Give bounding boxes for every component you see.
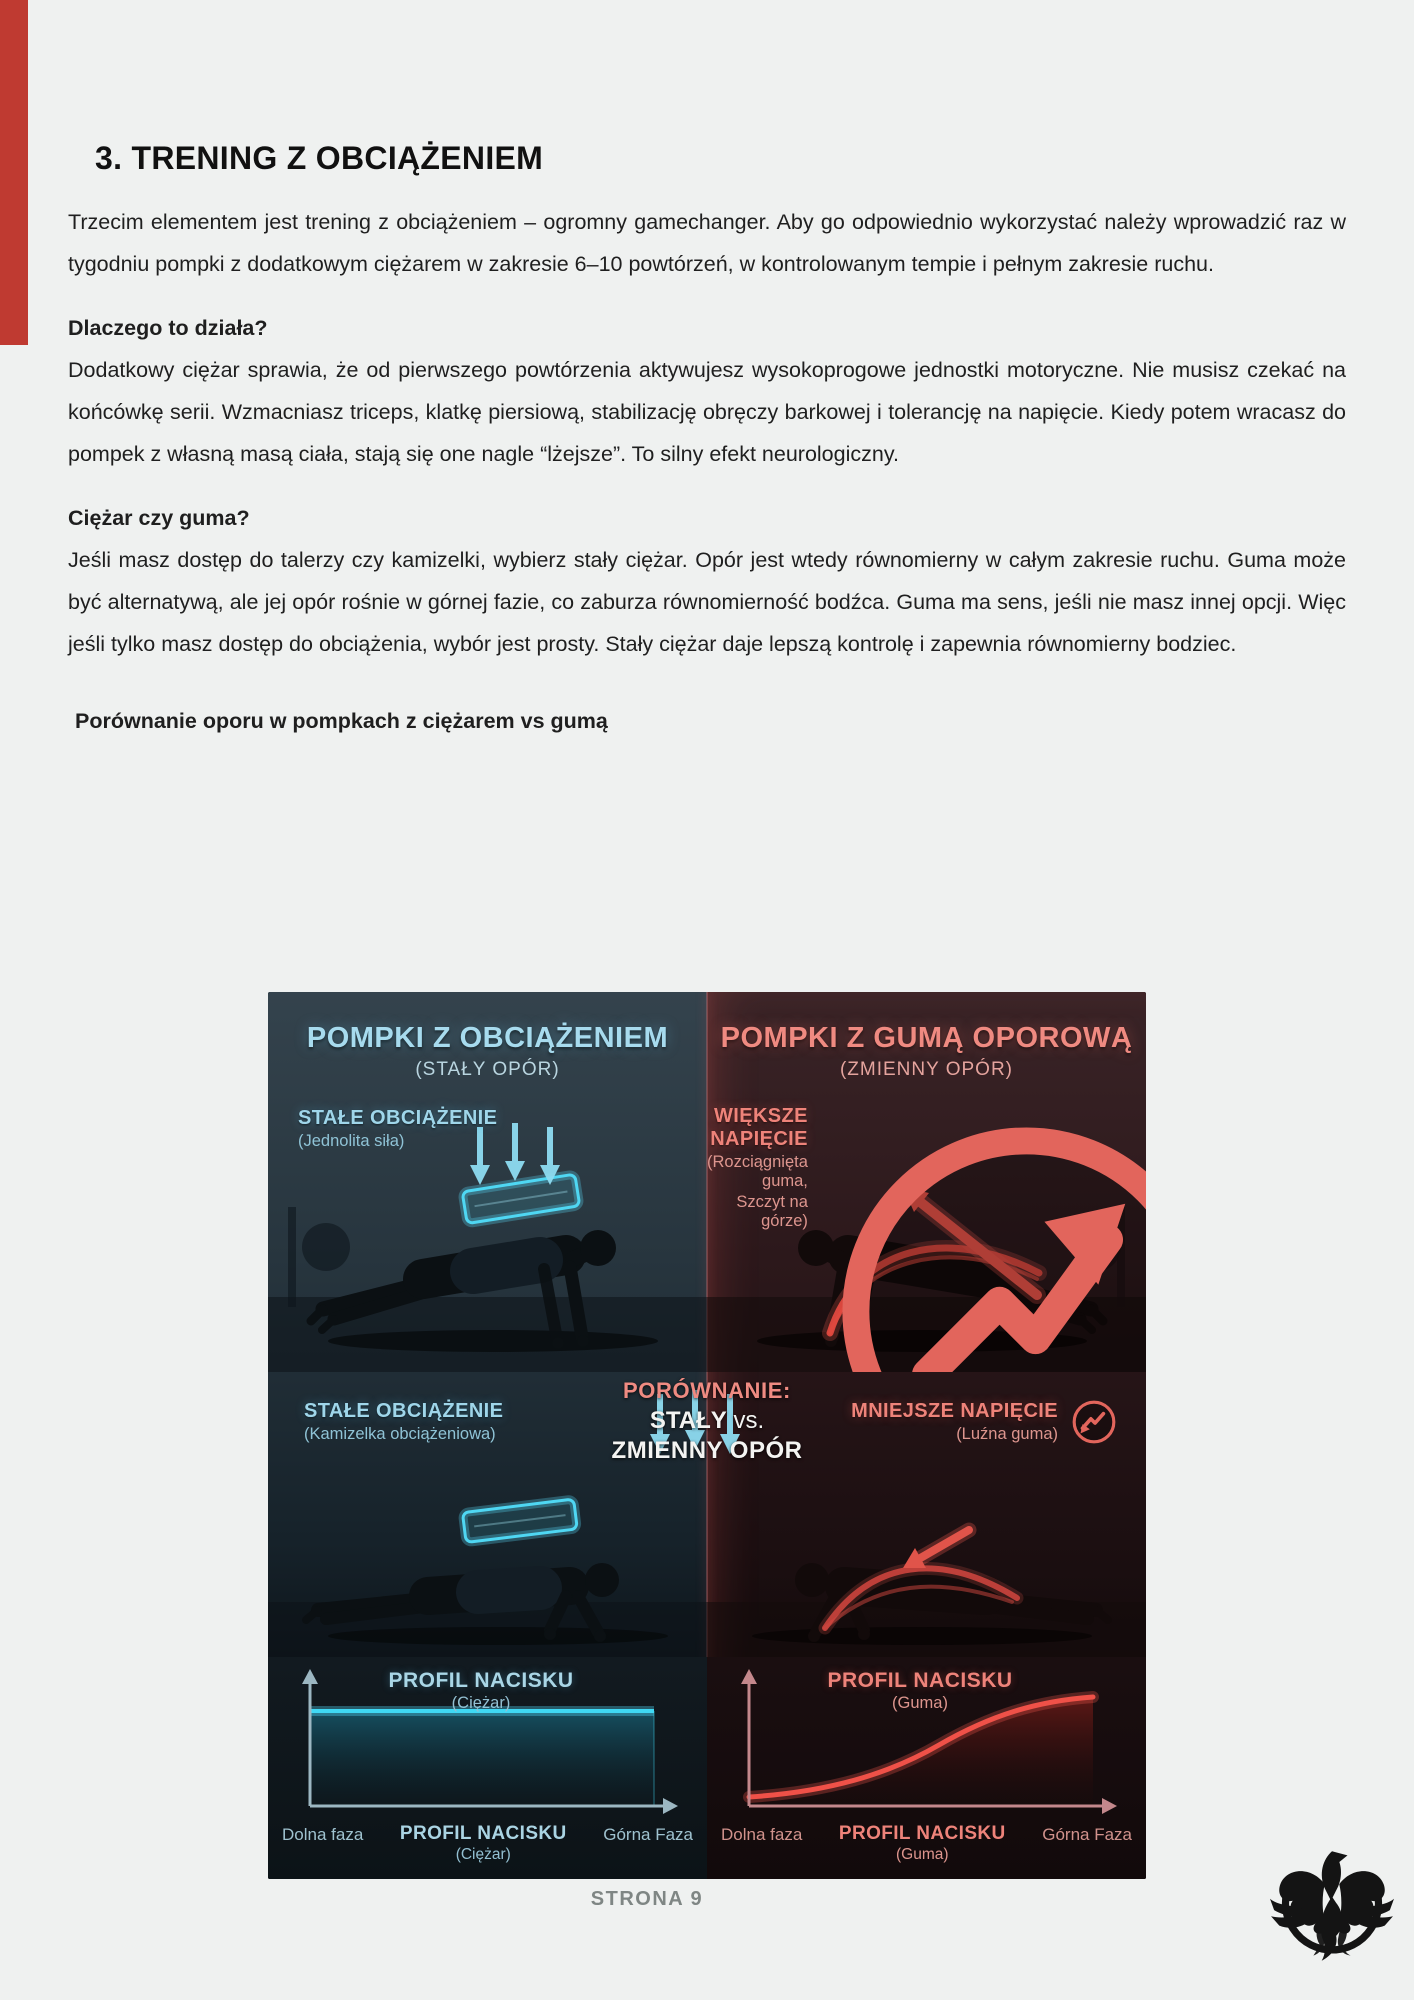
label-text: MNIEJSZE NAPIĘCIE <box>851 1400 1058 1422</box>
neon-weight-plate <box>462 1499 577 1542</box>
axis-label-center <box>839 1823 1006 1864</box>
photo-weighted-pushup-bottom <box>268 1472 707 1657</box>
page-title: 3. TRENING Z OBCIĄŻENIEM <box>95 140 544 176</box>
section-weight-vs-band <box>68 497 1346 665</box>
chart-title-block <box>747 1669 1093 1713</box>
infographic-grid <box>268 992 1146 1879</box>
axis-label-center <box>400 1823 567 1864</box>
pressure-profile-chart-weight <box>268 1657 707 1879</box>
right-panel-title: POMPKI Z GUMĄ OPOROWĄ <box>720 1022 1133 1054</box>
red-accent-bar <box>0 0 28 345</box>
comparison-line2 <box>612 1407 803 1435</box>
axis-labels <box>707 1823 1146 1864</box>
photo-band-pushup-bottom <box>707 1472 1146 1657</box>
axis-label-end: Górna Faza <box>603 1825 693 1844</box>
intro-paragraph: Trzecim elementem jest trening z obciążeniem – ogromny gamechanger. Aby go odpowiednio wykorzystać należy wprowadzić raz w tygodniu pompki z dodatkowym ciężarem w zakresie 6–10 powtórzeń, w kontrolowanym tempie i pełnym zakresie ruchu. <box>68 210 1346 276</box>
section-heading: Ciężar czy guma? <box>68 506 250 530</box>
right-panel-header <box>707 992 1146 1097</box>
label-subtext: (Luźna guma) <box>956 1425 1058 1443</box>
chart-title: PROFIL NACISKU <box>827 1669 1013 1692</box>
axis-labels <box>268 1823 707 1864</box>
chart-title: PROFIL NACISKU <box>388 1669 574 1692</box>
label-less-tension <box>851 1398 1118 1446</box>
trend-up-icon <box>820 1105 1146 1372</box>
page-content <box>68 140 1346 734</box>
comparison-line2-rest: vs. <box>726 1407 765 1434</box>
label-subtext: (Jednolita siła) <box>298 1132 405 1150</box>
chart-subtitle: (Ciężar) <box>451 1694 511 1712</box>
axis-subtitle: (Guma) <box>895 1846 949 1863</box>
comparison-center-text <box>612 1378 803 1465</box>
label-constant-load <box>298 1107 497 1151</box>
phoenix-logo-icon <box>1270 1848 1394 1966</box>
band-pushup-low-illustration <box>707 1472 1146 1657</box>
label-more-tension <box>707 1105 1120 1372</box>
label-text-block <box>304 1400 503 1444</box>
photo-weighted-pushup-top <box>268 1097 707 1372</box>
axis-label-start: Dolna faza <box>721 1825 803 1844</box>
comparison-line2-bold: STAŁY <box>649 1407 727 1434</box>
left-panel-title: POMPKI Z OBCIĄŻENIEM <box>306 1022 669 1054</box>
label-constant-load-vest <box>304 1400 503 1444</box>
label-subtext: (Rozciągnięta guma, <box>707 1153 808 1190</box>
trend-down-icon <box>1070 1398 1118 1446</box>
right-panel-subtitle: (ZMIENNY OPÓR) <box>839 1059 1014 1080</box>
label-text-block <box>707 1105 808 1231</box>
comparison-title: PORÓWNANIE: <box>623 1378 791 1403</box>
section-body: Dodatkowy ciężar sprawia, że od pierwszego powtórzenia aktywujesz wysokoprogowe jednostki motoryczne. Nie musisz czekać na końcówkę serii. Wzmacniasz triceps, klatkę piersiową, stabilizację obręczy barkowej i tolerancję na napięcie. Kiedy potem wracasz do pompek z własną masą ciała, stają się one nagle “lżejsze”. To silny efekt neurologiczny. <box>68 358 1346 466</box>
chart-title-block <box>308 1669 654 1713</box>
comparison-line3: ZMIENNY OPÓR <box>611 1437 803 1464</box>
axis-label-start: Dolna faza <box>282 1825 364 1844</box>
section-body: Jeśli masz dostęp do talerzy czy kamizelki, wybierz stały ciężar. Opór jest wtedy równomierny w całym zakresie ruchu. Guma może być alternatywą, ale jej opór rośnie w górnej fazie, co zaburza równomierność bodźca. Guma ma sens, jeśli nie masz innej opcji. Więc jeśli tylko masz dostęp do obciążenia, wybór jest prosty. Stały ciężar daje lepszą kontrolę i zapewnia równomierny bodziec. <box>68 548 1346 656</box>
weighted-pushup-low-illustration <box>268 1472 707 1657</box>
left-panel-header <box>268 992 707 1097</box>
label-text: WIĘKSZE NAPIĘCIE <box>710 1105 808 1150</box>
label-text-block <box>851 1400 1058 1444</box>
comparison-band <box>268 1372 1146 1472</box>
label-text: STAŁE OBCIĄŻENIE <box>304 1400 504 1422</box>
pressure-profile-chart-band <box>707 1657 1146 1879</box>
chart-subtitle: (Guma) <box>892 1694 948 1712</box>
comparison-infographic <box>268 992 1146 1879</box>
figure-caption: Porównanie oporu w pompkach z ciężarem vs gumą <box>75 709 608 733</box>
axis-label-end: Górna Faza <box>1042 1825 1132 1844</box>
photo-band-pushup-top <box>707 1097 1146 1372</box>
section-why-it-works <box>68 307 1346 475</box>
axis-title: PROFIL NACISKU <box>838 1823 1006 1844</box>
label-text: STAŁE OBCIĄŻENIE <box>298 1107 498 1129</box>
label-subtext: (Kamizelka obciążeniowa) <box>304 1425 496 1443</box>
axis-subtitle: (Ciężar) <box>455 1846 511 1863</box>
label-subtext: Szczyt na górze) <box>736 1193 808 1230</box>
left-panel-subtitle: (STAŁY OPÓR) <box>415 1059 560 1080</box>
page-number: STRONA 9 <box>590 1888 704 1910</box>
section-heading: Dlaczego to działa? <box>68 316 268 340</box>
axis-title: PROFIL NACISKU <box>399 1823 567 1844</box>
